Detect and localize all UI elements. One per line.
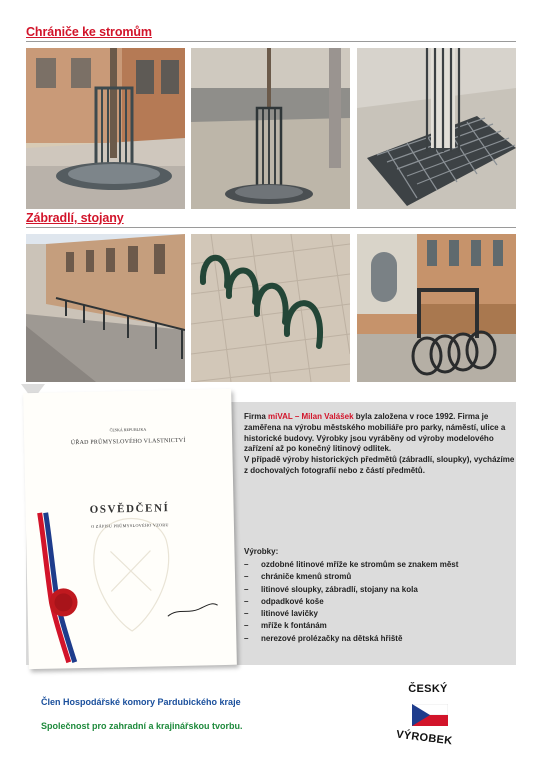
street-tree-guard-photo [26,48,185,209]
czech-product-badge-bottom: VÝROBEK [395,728,454,748]
list-item: – chrániče kmenů stromů [244,572,352,582]
tree-grate-closeup-photo [357,48,516,209]
section-divider [26,41,516,42]
list-item: – mříže k fontánám [244,621,327,631]
czech-product-badge-top: ČESKÝ [408,683,448,695]
street-railing-photo [26,234,185,382]
company-name: miVAL – Milan Valášek [268,412,354,421]
chamber-membership-text: Člen Hospodářské komory Pardubického kraje [41,697,241,707]
certificate-line-2: ÚŘAD PRŮMYSLOVÉHO VLASTNICTVÍ [70,437,186,447]
czech-flag-icon [412,704,448,726]
certificate-image [23,389,237,669]
bicycle-stand-courtyard-photo [357,234,516,382]
list-item: – odpadkové koše [244,596,324,606]
description-intro: Firma [244,412,269,421]
list-item: – litinové lavičky [244,609,318,619]
products-label: Výrobky: [244,547,279,556]
list-item: – nerezové prolézačky na dětská hřiště [244,633,403,643]
section-title-tree-guards: Chrániče ke stromům [26,25,152,39]
certificate-line-1: ČESKÁ REPUBLIKA [109,426,147,433]
section-divider [26,227,516,228]
products-list [244,559,458,645]
bicycle-rack-photo [191,234,350,382]
company-description [244,412,516,477]
tree-guard-on-sidewalk-photo [191,48,350,209]
landscape-society-text: Společnost pro zahradní a krajinářskou tvorbu. [41,721,243,731]
list-item: – ozdobné litinové mříže ke stromům se znakem měst [244,560,459,569]
section-title-railings-stands: Zábradlí, stojany [26,211,124,225]
description-history-text: V případě výroby historických předmětů (zábradlí, sloupky), vycházíme z dochovalých fotografií nebo z částí předmětů. [244,455,515,475]
list-item: – litinové sloupky, zábradlí, stojany na kola [244,584,418,594]
description-text: byla založena v roce 1992. Firma je zaměřena na výrobu městského mobiliáře pro parky, náměstí, ulice a historické budovy. Výrobky jsou vyráběny od výroby modelového zařízení až po konečný litinový odlitek. [244,412,506,454]
certificate-title: OSVĚDČENÍ [89,502,170,516]
certificate-subtitle: O ZÁPISU PRŮMYSLOVÉHO VZORU [91,522,169,529]
